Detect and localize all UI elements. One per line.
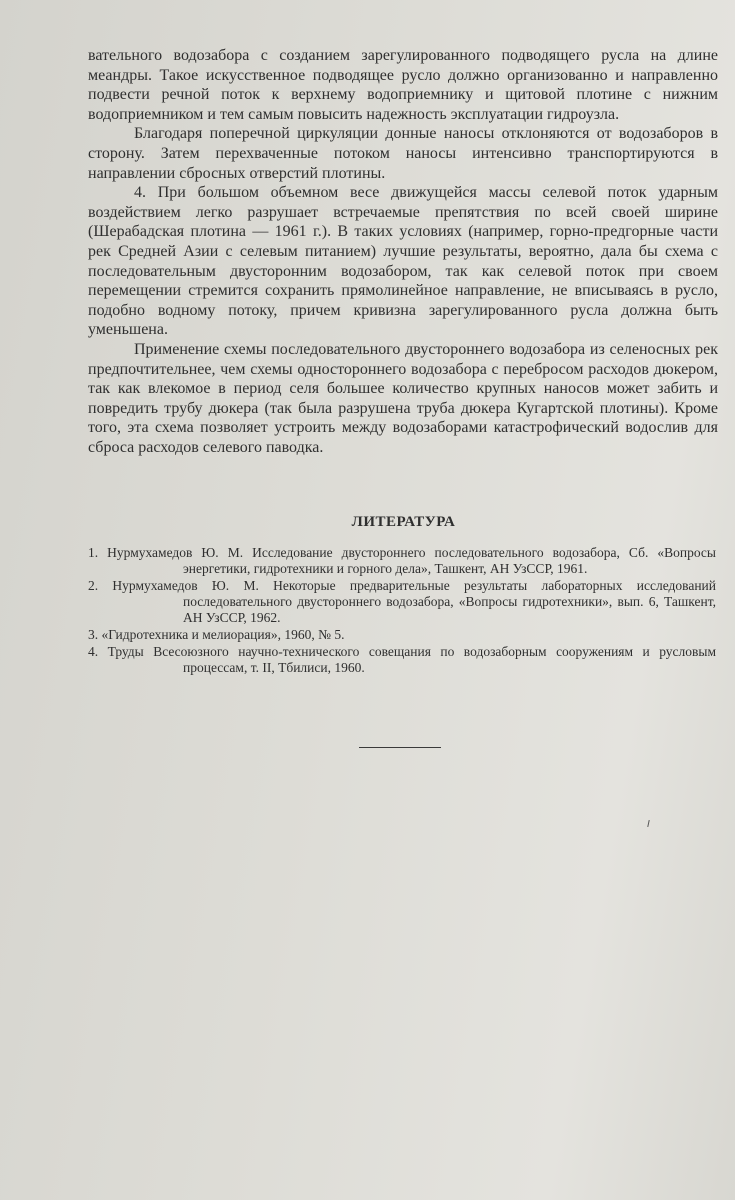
reference-item-3: 3. «Гидротехника и мелиорация», 1960, № 5.	[88, 627, 345, 642]
body-text	[88, 46, 718, 457]
reference-item-2: 2. Нурмухамедов Ю. М. Некоторые предварительные результаты лабораторных исследований последовательного двустороннего водозабора, «Вопросы гидротехники», вып. 6, Ташкент, АН УзССР, 1962.	[88, 578, 716, 625]
reference-item-4: 4. Труды Всесоюзного научно-технического совещания по водозаборным сооружениям и русловым процессам, т. II, Тбилиси, 1960.	[88, 644, 716, 675]
references-list	[88, 545, 716, 677]
paragraph-1: вательного водозабора с созданием зарегулированного подводящего русла на длине меандры. Такое искусственное подводящее русло должно организованно и направленно подвести речной поток к верхнему водоприемнику и щитовой плотине с нижним водоприемником и тем самым повысить надежность эксплуатации гидроузла.	[88, 47, 718, 123]
reference-item-1: 1. Нурмухамедов Ю. М. Исследование двустороннего последовательного водозабора, Сб. «Вопросы энергетики, гидротехники и горного дела», Ташкент, АН УзССР, 1961.	[88, 545, 716, 576]
paragraph-4: Применение схемы последовательного двустороннего водозабора из селеносных рек предпочтительнее, чем схемы одностороннего водозабора с перебросом расходов дюкером, так как влекомое в период селя большее количество крупных наносов может забить и повредить трубу дюкера (так была разрушена труба дюкера Кугартской плотины). Кроме того, эта схема позволяет устроить между водозаборами катастрофический водослив для сброса расходов селевого паводка.	[88, 340, 718, 456]
end-rule	[359, 747, 441, 748]
references-heading: ЛИТЕРАТУРА	[351, 514, 456, 530]
paragraph-2: Благодаря поперечной циркуляции донные наносы отклоняются от водозаборов в сторону. Затем перехваченные потоком наносы интенсивно транспортируются в направлении сбросных отверстий плотины.	[88, 125, 718, 182]
paper-speck	[647, 820, 649, 827]
paragraph-3: 4. При большом объемном весе движущейся массы селевой поток ударным воздействием легко разрушает встречаемые препятствия по всей своей ширине (Шерабадская плотина — 1961 г.). В таких условиях (например, горно-предгорные части рек Средней Азии с селевым питанием) лучшие результаты, вероятно, дала бы схема с последовательным двусторонним водозабором, так как селевой поток при своем перемещении стремится сохранить прямолинейное направление, не вписываясь в русло, подобно водному потоку, причем кривизна зарегулированного русла должна быть уменьшена.	[88, 184, 718, 339]
